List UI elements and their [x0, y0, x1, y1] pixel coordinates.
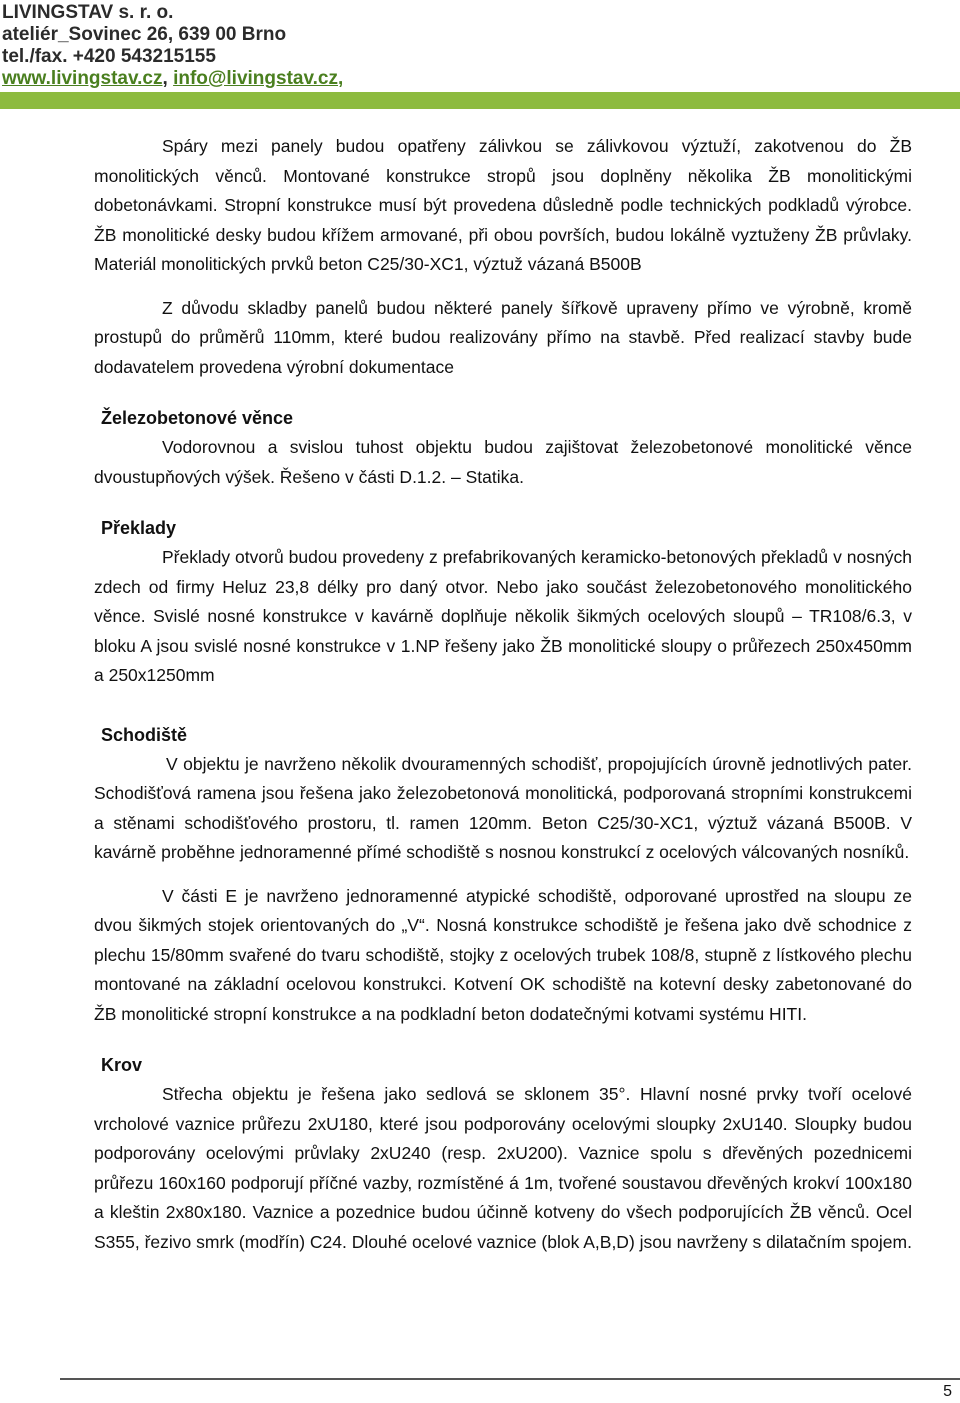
paragraph-stairs-2: V části E je navrženo jednoramenné atypické schodiště, odporované uprostřed na sloupu ze dvou šikmých stojek orientovaných do „V“. Nosná konstrukce schodiště je řešena jako dvě schodnice z plechu 15/80mm svařené do tvaru schodiště, stojky z ocelových trubek 108/8, stupně z lístkového plechu montované na základní ocelovou konstrukci. Kotvení OK schodiště na kotevní desky zabetonované do ŽB monolitické stropní konstrukce a na podkladní beton dodatečnými kotvami systému HITI. [94, 885, 912, 1024]
paragraph-panel-joints: Spáry mezi panely budou opatřeny zálivkou se zálivkovou výztuží, zakotvenou do ŽB monolitických věnců. Montované konstrukce stropů jsou doplněny několika ŽB monolitickými dobetonávkami. Stropní konstrukce musí být provedena důsledně podle technických podkladů výrobce. ŽB monolitické desky budou křížem armované, při obou površích, budou lokálně vyztuženy ŽB průvlaky. Materiál monolitických prvků beton C25/30-XC1, výztuž vázaná B500B [94, 136, 912, 274]
website-link[interactable]: www.livingstav.cz [2, 68, 163, 89]
company-phone: tel./fax. +420 543215155 [2, 46, 216, 67]
paragraph-roof: Střecha objektu je řešena jako sedlová se sklonem 35°. Hlavní nosné prvky tvoří ocelové vrcholové vaznice průřezu 2xU180, které jsou podporovány ocelovými sloupky 2xU140. Sloupky budou podporovány ocelovými průvlaky 2xU240 (resp. 2xU200). Vaznice spolu s dřevěných pozednicemi průřezu 160x160 podporují příčné vazby, rozmístěné á 1m, tvořené soustavou dřevěných krokví 100x180 a kleštin 2x80x180. Vaznice a pozednice budou účinně kotveny do všech podporujících ŽB věnců. Ocel S355, řezivo smrk (modřín) C24. Dlouhé ocelové vaznice (blok A,B,D) jsou navrženy s dilatačním spojem. [94, 1084, 912, 1252]
letterhead [0, 0, 960, 95]
email-link[interactable]: info@livingstav.cz, [173, 68, 344, 89]
company-address: ateliér_Sovinec 26, 639 00 Brno [2, 24, 287, 45]
paragraph-stairs-1: V objektu je navrženo několik dvouramenných schodišť, propojujících úrovně jednotlivých pater. Schodišťová ramena jsou řešena jako železobetonová monolitická, podporovaná stropními konstrukcemi a stěnami schodišťového prostoru, tl. ramen 120mm. Beton C25/30-XC1, výztuž vázaná B500B. V kavárně proběhne jednoramenné přímé schodiště s nosnou konstrukcí z ocelových válcovaných nosníků. [94, 753, 912, 862]
section-heading-stairs: Schodiště [101, 724, 188, 745]
footer-divider [60, 1378, 960, 1380]
document-body [94, 132, 912, 1257]
section-heading-wreaths: Železobetonové věnce [101, 408, 294, 428]
header-accent-bar [0, 92, 960, 109]
page-number: 5 [943, 1383, 952, 1400]
company-name: LIVINGSTAV s. r. o. [2, 2, 174, 23]
contact-separator: , [162, 68, 174, 89]
company-contacts [2, 68, 343, 90]
paragraph-wreaths: Vodorovnou a svislou tuhost objektu budou zajištovat železobetonové monolitické věnce dvoustupňových výšek. Řešeno v části D.1.2. – Statika. [94, 437, 912, 487]
section-heading-roof: Krov [101, 1055, 143, 1075]
paragraph-panel-adjustments: Z důvodu skladby panelů budou některé panely šířkově upraveny přímo ve výrobně, kromě prostupů do průměrů 110mm, které budou realizovány přímo na stavbě. Před realizací stavby bude dodavatelem provedena výrobní dokumentace [94, 297, 912, 377]
section-heading-lintels: Překlady [101, 518, 177, 538]
paragraph-lintels: Překlady otvorů budou provedeny z prefabrikovaných keramicko-betonových překladů v nosných zdech od firmy Heluz 23,8 délky pro daný otvor. Nebo jako součást železobetonového monolitického věnce. Svislé nosné konstrukce v kavárně doplňuje několik šikmých ocelových sloupů – TR108/6.3, v bloku A jsou svislé nosné konstrukce v 1.NP řešeny jako ŽB monolitické sloupy o průřezech 250x450mm a 250x1250mm [94, 547, 912, 685]
